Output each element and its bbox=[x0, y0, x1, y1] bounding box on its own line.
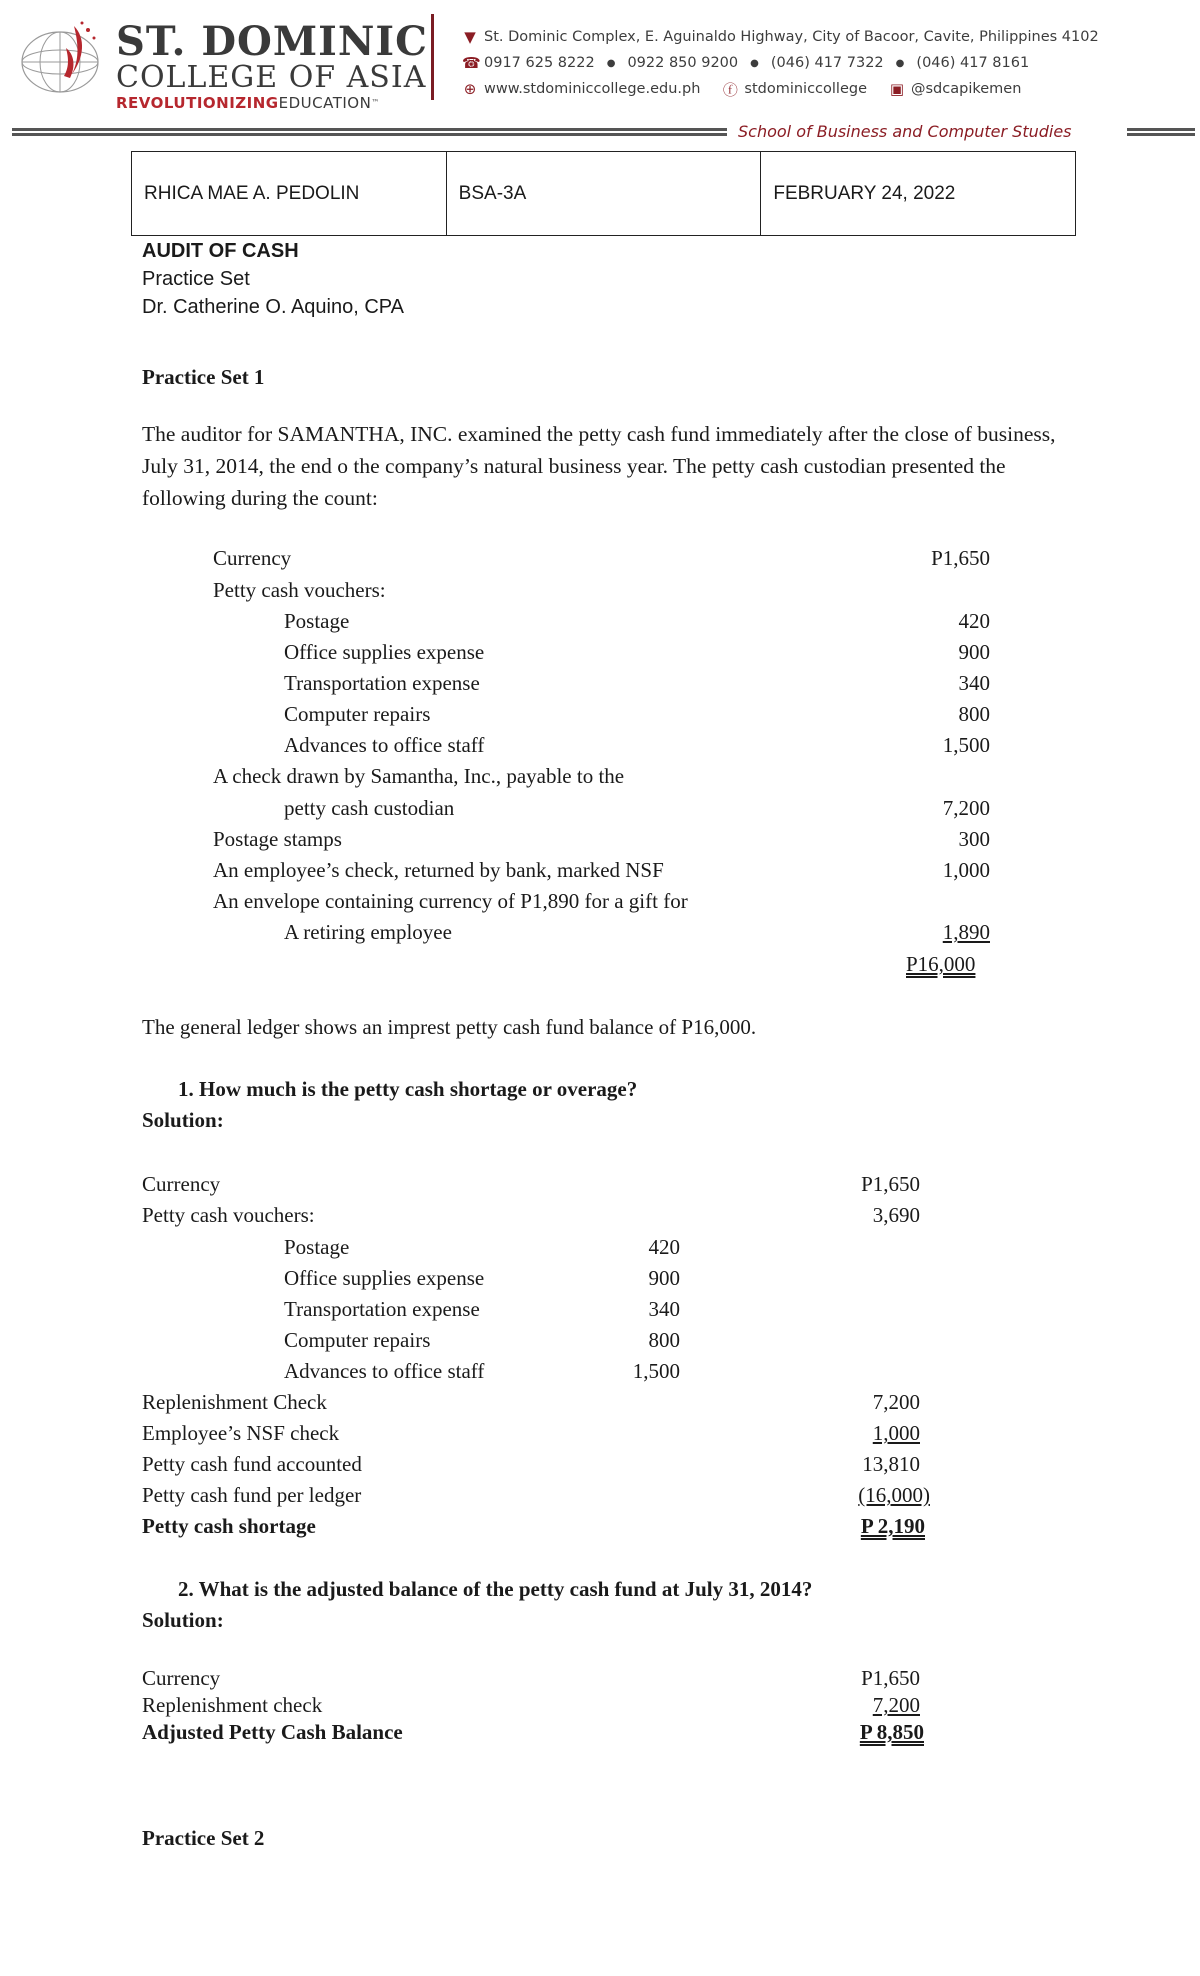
q1-currency-value: P1,650 bbox=[861, 1172, 920, 1196]
bullet-separator: ● bbox=[895, 57, 905, 69]
tagline-bold: REVOLUTIONIZING bbox=[116, 94, 279, 112]
q2-solution-label: Solution: bbox=[142, 1608, 224, 1632]
q1-voucher-value: 420 bbox=[648, 1235, 680, 1259]
count-currency-value: P1,650 bbox=[931, 546, 990, 570]
question-2: 2. What is the adjusted balance of the petty cash fund at July 31, 2014? bbox=[178, 1577, 813, 1601]
q1-line-value: 1,000 bbox=[872, 1421, 920, 1445]
q1-line-label: Petty cash fund per ledger bbox=[142, 1483, 362, 1507]
q2-line-label: Replenishment check bbox=[142, 1693, 323, 1717]
student-name: RHICA MAE A. PEDOLIN bbox=[132, 152, 447, 235]
count-voucher-label: Computer repairs bbox=[284, 702, 431, 726]
phone-number: (046) 417 7322 bbox=[770, 55, 884, 71]
count-voucher-label: Advances to office staff bbox=[284, 733, 485, 757]
count-stamps-value: 300 bbox=[958, 827, 990, 851]
letterhead bbox=[0, 0, 1200, 150]
q1-vouchers-total: 3,690 bbox=[872, 1203, 920, 1227]
q1-solution-label: Solution: bbox=[142, 1108, 224, 1132]
facebook-icon: ⓕ bbox=[722, 80, 738, 99]
letterhead-rule-right bbox=[1127, 128, 1195, 136]
instagram-handle[interactable]: @sdcapikemen bbox=[911, 81, 1022, 97]
count-envelope-label-line1: An envelope containing currency of P1,890 for a gift for bbox=[213, 889, 688, 913]
q2-line-value: P1,650 bbox=[861, 1666, 920, 1690]
phones-row bbox=[462, 50, 1099, 76]
q1-voucher-label: Office supplies expense bbox=[284, 1266, 485, 1290]
count-voucher-value: 1,500 bbox=[942, 733, 990, 757]
count-voucher-label: Transportation expense bbox=[284, 671, 480, 695]
count-stamps-label: Postage stamps bbox=[213, 827, 342, 851]
q1-voucher-label: Advances to office staff bbox=[284, 1359, 485, 1383]
count-voucher-value: 900 bbox=[958, 640, 990, 664]
globe-icon: ⊕ bbox=[463, 80, 477, 98]
college-logo-text bbox=[116, 18, 428, 112]
count-currency-label: Currency bbox=[213, 546, 292, 570]
count-envelope-label-line2: A retiring employee bbox=[284, 920, 452, 944]
student-info-table bbox=[131, 151, 1076, 236]
facebook-handle[interactable]: stdominiccollege bbox=[744, 81, 867, 97]
submission-date: FEBRUARY 24, 2022 bbox=[773, 182, 956, 204]
count-nsf-label: An employee’s check, returned by bank, marked NSF bbox=[213, 858, 664, 882]
location-pin-icon: ▼ bbox=[464, 28, 476, 46]
q1-line-label: Petty cash fund accounted bbox=[142, 1452, 362, 1476]
q2-adjusted-label: Adjusted Petty Cash Balance bbox=[142, 1720, 403, 1744]
bullet-separator: ● bbox=[750, 57, 759, 69]
phone-number: (046) 417 8161 bbox=[916, 55, 1030, 71]
bullet-separator: ● bbox=[606, 57, 616, 69]
q1-line-value: 7,200 bbox=[872, 1390, 920, 1414]
tagline-trademark: ™ bbox=[371, 98, 380, 107]
college-globe-logo-icon bbox=[14, 18, 114, 98]
count-check-value: 7,200 bbox=[942, 796, 990, 820]
phone-icon: ☎ bbox=[462, 54, 481, 72]
q2-line-label: Currency bbox=[142, 1666, 221, 1690]
tagline-thin: EDUCATION bbox=[278, 94, 372, 112]
phone-number: 0922 850 9200 bbox=[627, 55, 739, 71]
contact-block bbox=[462, 24, 1099, 102]
count-total: P16,000 bbox=[906, 952, 976, 976]
website-link[interactable]: www.stdominiccollege.edu.ph bbox=[484, 81, 701, 97]
q1-voucher-label: Postage bbox=[284, 1235, 350, 1259]
q1-line-label: Employee’s NSF check bbox=[142, 1421, 340, 1445]
count-voucher-value: 800 bbox=[958, 702, 990, 726]
school-name: School of Business and Computer Studies bbox=[738, 122, 1072, 141]
count-voucher-label: Office supplies expense bbox=[284, 640, 485, 664]
count-voucher-label: Postage bbox=[284, 609, 350, 633]
address-row bbox=[462, 24, 1099, 50]
practice-set-2-heading: Practice Set 2 bbox=[142, 1826, 265, 1850]
college-name-line2: COLLEGE OF ASIA bbox=[116, 60, 427, 95]
count-voucher-value: 420 bbox=[958, 609, 990, 633]
instructor-name: Dr. Catherine O. Aquino, CPA bbox=[142, 296, 404, 318]
q1-voucher-label: Computer repairs bbox=[284, 1328, 431, 1352]
letterhead-divider bbox=[431, 14, 434, 100]
letterhead-rule-left bbox=[12, 128, 727, 136]
q1-voucher-value: 800 bbox=[648, 1328, 680, 1352]
q1-voucher-label: Transportation expense bbox=[284, 1297, 480, 1321]
q1-voucher-value: 340 bbox=[648, 1297, 680, 1321]
ledger-note: The general ledger shows an imprest petty cash fund balance of P16,000. bbox=[142, 1015, 757, 1039]
count-vouchers-label: Petty cash vouchers: bbox=[213, 578, 386, 602]
q1-voucher-value: 1,500 bbox=[632, 1359, 680, 1383]
web-row bbox=[462, 76, 1099, 102]
document-title: AUDIT OF CASH bbox=[142, 240, 299, 262]
q2-adjusted-value: P 8,850 bbox=[859, 1720, 924, 1744]
q1-currency-label: Currency bbox=[142, 1172, 221, 1196]
count-nsf-value: 1,000 bbox=[942, 858, 990, 882]
question-1: 1. How much is the petty cash shortage or overage? bbox=[178, 1077, 638, 1101]
q1-line-value: 13,810 bbox=[862, 1452, 920, 1476]
address-text: St. Dominic Complex, E. Aguinaldo Highway, City of Bacoor, Cavite, Philippines 4102 bbox=[484, 29, 1099, 45]
document-subtitle: Practice Set bbox=[142, 268, 250, 290]
q1-voucher-value: 900 bbox=[648, 1266, 680, 1290]
phone-number: 0917 625 8222 bbox=[484, 55, 595, 71]
instagram-icon: ▣ bbox=[889, 80, 905, 98]
student-section: BSA-3A bbox=[447, 152, 762, 235]
q1-vouchers-label: Petty cash vouchers: bbox=[142, 1203, 315, 1227]
count-envelope-value: 1,890 bbox=[942, 920, 990, 944]
q1-shortage-label: Petty cash shortage bbox=[142, 1514, 316, 1538]
college-tagline bbox=[116, 94, 428, 112]
practice-set-1-intro: The auditor for SAMANTHA, INC. examined the petty cash fund immediately after the close of business, July 31, 2014, the end o the company’s natural business year. The petty cash custodian presented the following during the count: bbox=[142, 422, 1056, 510]
q1-shortage-value: P 2,190 bbox=[860, 1514, 925, 1538]
practice-set-1-heading: Practice Set 1 bbox=[142, 365, 265, 389]
q2-line-value: 7,200 bbox=[872, 1693, 920, 1717]
count-voucher-value: 340 bbox=[958, 671, 990, 695]
count-check-label-line1: A check drawn by Samantha, Inc., payable to the bbox=[213, 764, 625, 788]
q1-line-value: (16,000) bbox=[858, 1483, 930, 1507]
count-check-label-line2: petty cash custodian bbox=[284, 796, 455, 820]
college-name-line1: ST. DOMINIC bbox=[116, 18, 428, 65]
q1-line-label: Replenishment Check bbox=[142, 1390, 327, 1414]
